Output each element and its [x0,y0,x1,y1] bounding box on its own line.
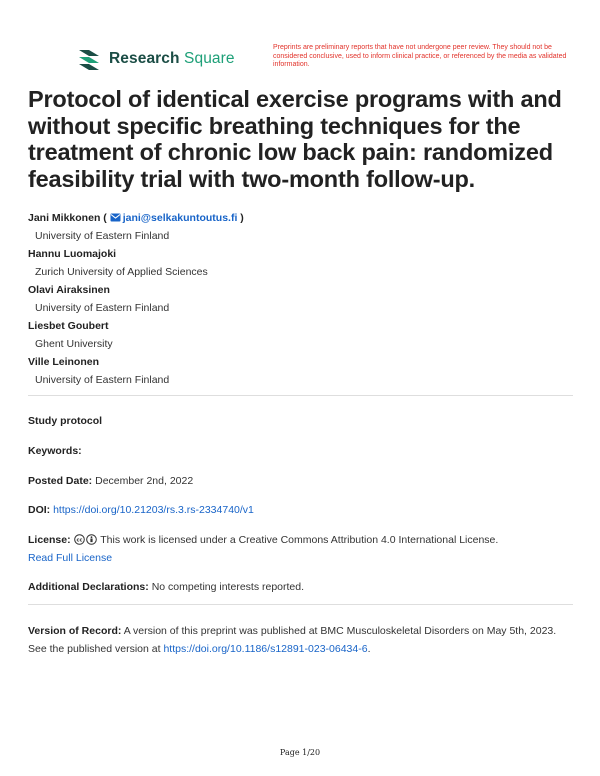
envelope-icon [110,213,121,222]
brand-name: Research Square [109,50,235,67]
divider [28,604,573,605]
author-affiliation: University of Eastern Finland [35,302,170,314]
attribution-icon [86,534,97,545]
posted-date: Posted Date: December 2nd, 2022 [28,475,194,487]
author-affiliation: University of Eastern Finland [35,230,170,242]
published-version-link[interactable]: https://doi.org/10.1186/s12891-023-06434-6 [163,643,368,655]
doi: DOI: https://doi.org/10.21203/rs.3.rs-2334740/v1 [28,504,254,516]
svg-text:cc: cc [76,537,82,544]
author-email-link[interactable]: jani@selkakuntoutus.fi [122,212,238,224]
author-name: Ville Leinonen [28,356,99,368]
author-affiliation: Ghent University [35,338,113,350]
author-name: Liesbet Goubert [28,320,109,332]
license: License: cc This work is licensed under a Creative Commons Attribution 4.0 International License. Read Full License [28,534,499,564]
creative-commons-icon [74,534,85,545]
research-square-logo-icon [76,46,102,72]
author-name: Jani Mikkonen ( jani@selkakuntoutus.fi ) [28,212,244,224]
author-name: Hannu Luomajoki [28,248,117,260]
additional-declarations: Additional Declarations: No competing interests reported. [28,581,305,593]
preprint-disclaimer: Preprints are preliminary reports that have not undergone peer review. They should not be considered conclusive, used to inform clinical practice, or referenced by the media as validated information. [273,44,567,69]
author-name: Olavi Airaksinen [28,284,110,296]
author-list [28,209,568,389]
doi-link[interactable]: https://doi.org/10.21203/rs.3.rs-2334740/v1 [53,504,254,516]
brand-logo[interactable] [76,46,235,72]
divider [28,395,573,396]
author-affiliation: University of Eastern Finland [35,374,170,386]
version-of-record: Version of Record: A version of this preprint was published at BMC Musculoskeletal Disorders on May 5th, 2023. See the published version at https://doi.org/10.1186/s12891-023-06434-6. [28,625,557,655]
page-number: Page 1/20 [279,748,321,757]
article-type: Study protocol [28,415,103,427]
author-affiliation: Zurich University of Applied Sciences [35,266,208,278]
keywords: Keywords: [28,445,82,457]
read-full-license-link[interactable]: Read Full License [28,552,113,564]
paper-title: Protocol of identical exercise programs with and without specific breathing techniques for the treatment of chronic low back pain: randomized feasibility trial with two-month follow-up. [28,86,562,192]
